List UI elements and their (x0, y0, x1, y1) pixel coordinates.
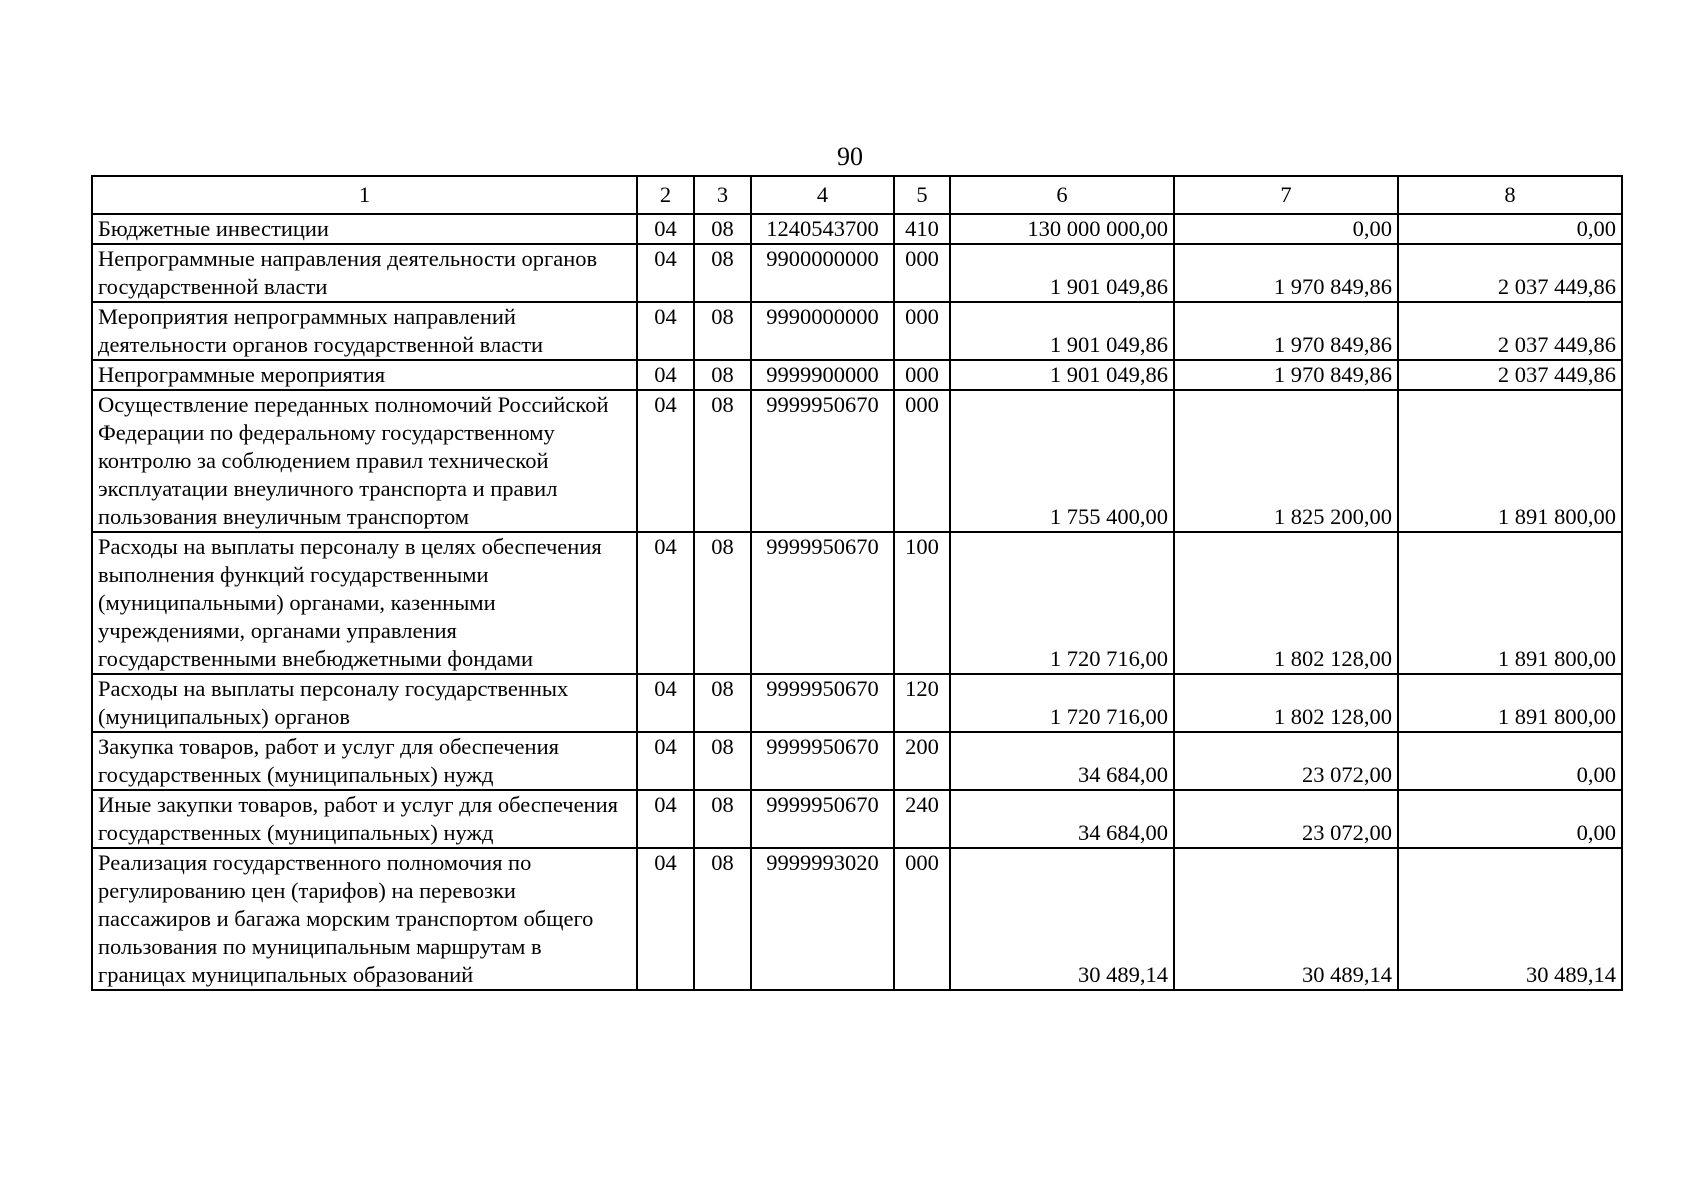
row-section-cell: 04 (637, 532, 694, 674)
row-amount-col7-cell: 1 825 200,00 (1174, 390, 1398, 532)
row-expense-type-cell: 100 (894, 532, 950, 674)
table-row (92, 732, 1622, 790)
row-subsection-cell: 08 (694, 244, 751, 302)
row-section-cell: 04 (637, 674, 694, 732)
table-row (92, 848, 1622, 990)
row-amount-col8-cell: 0,00 (1398, 214, 1622, 244)
row-name-cell: Реализация государственного полномочия по регулированию цен (тарифов) на перевозки пассажиров и багажа морским транспортом общего пользования по муниципальным маршрутам в границах муниципальных образований (92, 848, 637, 990)
row-expense-type-cell: 000 (894, 360, 950, 390)
row-subsection-cell: 08 (694, 390, 751, 532)
row-target-code-cell: 9900000000 (751, 244, 894, 302)
row-name-cell: Расходы на выплаты персоналу государственных (муниципальных) органов (92, 674, 637, 732)
row-section-cell: 04 (637, 732, 694, 790)
row-section-cell: 04 (637, 244, 694, 302)
row-amount-col8-cell: 0,00 (1398, 790, 1622, 848)
table-row (92, 674, 1622, 732)
row-section-cell: 04 (637, 360, 694, 390)
table-row (92, 360, 1622, 390)
row-amount-col7-cell: 1 970 849,86 (1174, 302, 1398, 360)
row-name-cell: Осуществление переданных полномочий Российской Федерации по федеральному государственному контролю за соблюдением правил технической эксплуатации внеуличного транспорта и правил пользования внеуличным транспортом (92, 390, 637, 532)
budget-table (91, 175, 1623, 991)
row-expense-type-cell: 240 (894, 790, 950, 848)
row-amount-col8-cell: 1 891 800,00 (1398, 674, 1622, 732)
row-amount-col8-cell: 30 489,14 (1398, 848, 1622, 990)
row-amount-col6-cell: 1 901 049,86 (950, 244, 1174, 302)
row-subsection-cell: 08 (694, 790, 751, 848)
row-amount-col7-cell: 1 970 849,86 (1174, 244, 1398, 302)
row-expense-type-cell: 410 (894, 214, 950, 244)
row-name-cell: Бюджетные инвестиции (92, 214, 637, 244)
row-expense-type-cell: 120 (894, 674, 950, 732)
row-section-cell: 04 (637, 390, 694, 532)
row-target-code-cell: 9999950670 (751, 532, 894, 674)
table-row (92, 214, 1622, 244)
header-col-3: 3 (694, 176, 751, 214)
row-expense-type-cell: 000 (894, 848, 950, 990)
row-amount-col7-cell: 1 970 849,86 (1174, 360, 1398, 390)
row-amount-col8-cell: 2 037 449,86 (1398, 302, 1622, 360)
page-number: 90 (837, 142, 863, 171)
row-amount-col6-cell: 1 720 716,00 (950, 532, 1174, 674)
table-row (92, 390, 1622, 532)
header-col-5: 5 (894, 176, 950, 214)
row-subsection-cell: 08 (694, 532, 751, 674)
row-target-code-cell: 9990000000 (751, 302, 894, 360)
row-name-cell: Расходы на выплаты персоналу в целях обеспечения выполнения функций государственными (муниципальными) органами, казенными учреждениями, органами управления государственными внебюджетными фондами (92, 532, 637, 674)
row-amount-col7-cell: 30 489,14 (1174, 848, 1398, 990)
row-target-code-cell: 9999950670 (751, 790, 894, 848)
row-amount-col7-cell: 23 072,00 (1174, 732, 1398, 790)
row-amount-col7-cell: 0,00 (1174, 214, 1398, 244)
row-subsection-cell: 08 (694, 674, 751, 732)
row-amount-col6-cell: 1 901 049,86 (950, 360, 1174, 390)
row-expense-type-cell: 200 (894, 732, 950, 790)
row-expense-type-cell: 000 (894, 302, 950, 360)
row-amount-col6-cell: 130 000 000,00 (950, 214, 1174, 244)
row-amount-col8-cell: 1 891 800,00 (1398, 532, 1622, 674)
row-target-code-cell: 9999950670 (751, 390, 894, 532)
row-amount-col8-cell: 0,00 (1398, 732, 1622, 790)
row-section-cell: 04 (637, 848, 694, 990)
row-section-cell: 04 (637, 214, 694, 244)
row-section-cell: 04 (637, 302, 694, 360)
row-target-code-cell: 9999900000 (751, 360, 894, 390)
row-amount-col6-cell: 34 684,00 (950, 790, 1174, 848)
row-amount-col6-cell: 1 720 716,00 (950, 674, 1174, 732)
header-col-6: 6 (950, 176, 1174, 214)
row-target-code-cell: 9999993020 (751, 848, 894, 990)
row-target-code-cell: 9999950670 (751, 732, 894, 790)
row-name-cell: Непрограммные мероприятия (92, 360, 637, 390)
row-expense-type-cell: 000 (894, 244, 950, 302)
row-target-code-cell: 9999950670 (751, 674, 894, 732)
row-amount-col6-cell: 30 489,14 (950, 848, 1174, 990)
header-col-4: 4 (751, 176, 894, 214)
row-subsection-cell: 08 (694, 360, 751, 390)
row-subsection-cell: 08 (694, 302, 751, 360)
header-col-8: 8 (1398, 176, 1622, 214)
row-name-cell: Закупка товаров, работ и услуг для обеспечения государственных (муниципальных) нужд (92, 732, 637, 790)
row-name-cell: Мероприятия непрограммных направлений деятельности органов государственной власти (92, 302, 637, 360)
row-amount-col6-cell: 1 901 049,86 (950, 302, 1174, 360)
table-row (92, 244, 1622, 302)
header-col-2: 2 (637, 176, 694, 214)
row-amount-col6-cell: 1 755 400,00 (950, 390, 1174, 532)
header-col-7: 7 (1174, 176, 1398, 214)
row-target-code-cell: 1240543700 (751, 214, 894, 244)
table-body (92, 176, 1622, 990)
row-amount-col7-cell: 23 072,00 (1174, 790, 1398, 848)
row-amount-col7-cell: 1 802 128,00 (1174, 532, 1398, 674)
table-row (92, 790, 1622, 848)
table-row (92, 302, 1622, 360)
row-amount-col8-cell: 1 891 800,00 (1398, 390, 1622, 532)
table-row (92, 532, 1622, 674)
row-amount-col8-cell: 2 037 449,86 (1398, 244, 1622, 302)
table-header-row (92, 176, 1622, 214)
row-amount-col7-cell: 1 802 128,00 (1174, 674, 1398, 732)
header-col-1: 1 (92, 176, 637, 214)
row-subsection-cell: 08 (694, 214, 751, 244)
row-name-cell: Непрограммные направления деятельности органов государственной власти (92, 244, 637, 302)
row-expense-type-cell: 000 (894, 390, 950, 532)
row-subsection-cell: 08 (694, 848, 751, 990)
row-section-cell: 04 (637, 790, 694, 848)
row-amount-col8-cell: 2 037 449,86 (1398, 360, 1622, 390)
row-amount-col6-cell: 34 684,00 (950, 732, 1174, 790)
row-name-cell: Иные закупки товаров, работ и услуг для обеспечения государственных (муниципальных) нужд (92, 790, 637, 848)
row-subsection-cell: 08 (694, 732, 751, 790)
